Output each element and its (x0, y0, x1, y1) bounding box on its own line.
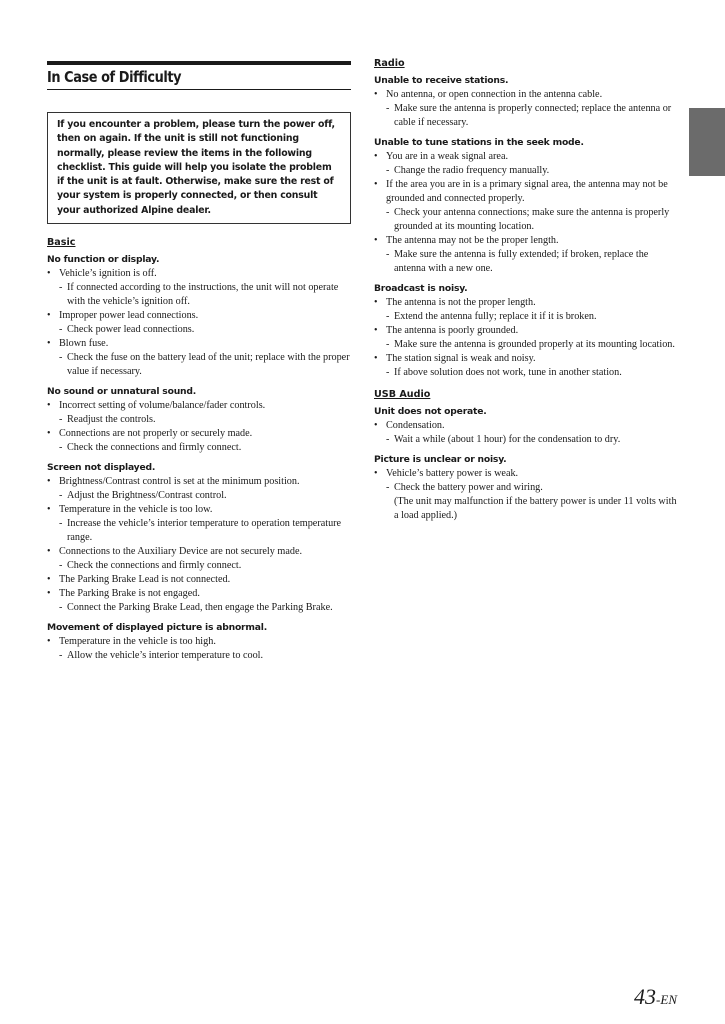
dash-icon: - (386, 103, 390, 114)
bullet-icon: • (47, 400, 51, 411)
dash-icon: - (386, 339, 390, 350)
cause-item (47, 427, 351, 441)
cause-list (374, 88, 679, 130)
dash-icon: - (59, 560, 63, 571)
title-bottom-rule (47, 89, 351, 90)
remedy-text: If connected according to the instructions, the unit will not operate with the vehicle’s ignition off. (67, 282, 339, 307)
cause-text: The antenna is not the proper length. (386, 297, 536, 308)
page-number-suffix: -EN (656, 992, 677, 1007)
remedy-item (47, 559, 351, 573)
section-heading: Basic (47, 237, 76, 248)
bullet-icon: • (47, 546, 51, 557)
cause-text: Incorrect setting of volume/balance/fader controls. (59, 400, 266, 411)
remedy-item (47, 413, 351, 427)
cause-text: Improper power lead connections. (59, 310, 199, 321)
left-column (47, 236, 351, 663)
bullet-icon: • (47, 310, 51, 321)
notice-text: If you encounter a problem, please turn the power off, then on again. If the unit is still not functioning normally, please review the items in the following checklist. This guide will help you isolate the problem if the unit is at fault. Otherwise, make sure the rest of your system is properly connected, or then consult your authorized Alpine dealer. (57, 119, 335, 216)
remedy-text: Adjust the Brightness/Contrast control. (67, 490, 227, 501)
cause-list (47, 475, 351, 615)
cause-item (47, 337, 351, 351)
cause-list (47, 267, 351, 379)
cause-text: Blown fuse. (59, 338, 109, 349)
cause-text: The antenna may not be the proper length. (386, 235, 559, 246)
bullet-icon: • (47, 504, 51, 515)
right-column (374, 57, 679, 523)
cause-list (374, 150, 679, 276)
dash-icon: - (386, 367, 390, 378)
remedy-text: Make sure the antenna is properly connected; replace the antenna or cable if necessary. (394, 103, 672, 128)
cause-list (47, 635, 351, 663)
remedy-note: (The unit may malfunction if the battery power is under 11 volts with a load applied.) (394, 496, 677, 521)
remedy-item (47, 281, 351, 309)
problem-title: Screen not displayed. (47, 462, 156, 473)
cause-item (47, 545, 351, 559)
cause-item (374, 178, 679, 206)
remedy-text: Check the battery power and wiring. (394, 482, 543, 493)
page-number (634, 985, 677, 1012)
cause-item (47, 267, 351, 281)
notice-box (47, 112, 351, 224)
bullet-icon: • (47, 268, 51, 279)
cause-text: The Parking Brake is not engaged. (59, 588, 200, 599)
cause-item (374, 234, 679, 248)
remedy-text: Make sure the antenna is fully extended; if broken, replace the antenna with a new one. (394, 249, 649, 274)
bullet-icon: • (374, 179, 378, 190)
dash-icon: - (59, 518, 63, 529)
dash-icon: - (59, 414, 63, 425)
bullet-icon: • (47, 338, 51, 349)
problem-title: Movement of displayed picture is abnormal. (47, 622, 268, 633)
bullet-icon: • (374, 420, 378, 431)
remedy-text: Check the connections and firmly connect. (67, 442, 242, 453)
remedy-item (374, 206, 679, 234)
bullet-icon: • (374, 353, 378, 364)
bullet-icon: • (374, 151, 378, 162)
problem-title: Unable to receive stations. (374, 75, 509, 86)
bullet-icon: • (47, 588, 51, 599)
cause-item (47, 635, 351, 649)
cause-item (374, 419, 679, 433)
cause-list (374, 419, 679, 447)
remedy-item (47, 517, 351, 545)
dash-icon: - (59, 650, 63, 661)
section-gap (374, 380, 679, 388)
remedy-text: Check the connections and firmly connect. (67, 560, 242, 571)
remedy-text: Extend the antenna fully; replace it if it is broken. (394, 311, 597, 322)
dash-icon: - (59, 282, 63, 293)
remedy-item (47, 323, 351, 337)
cause-text: Condensation. (386, 420, 445, 431)
remedy-item (374, 338, 679, 352)
cause-text: The Parking Brake Lead is not connected. (59, 574, 231, 585)
cause-list (47, 399, 351, 455)
cause-item (47, 503, 351, 517)
dash-icon: - (386, 249, 390, 260)
remedy-item (47, 489, 351, 503)
remedy-text: If above solution does not work, tune in another station. (394, 367, 622, 378)
cause-item (374, 324, 679, 338)
cause-item (374, 352, 679, 366)
remedy-item (47, 649, 351, 663)
cause-text: The station signal is weak and noisy. (386, 353, 536, 364)
bullet-icon: • (47, 476, 51, 487)
side-tab (689, 108, 725, 176)
remedy-item (47, 601, 351, 615)
dash-icon: - (59, 352, 63, 363)
cause-text: Temperature in the vehicle is too low. (59, 504, 213, 515)
remedy-item (374, 102, 679, 130)
cause-text: Temperature in the vehicle is too high. (59, 636, 216, 647)
remedy-text: Check the fuse on the battery lead of the unit; replace with the proper value if necessary. (67, 352, 350, 377)
dash-icon: - (59, 324, 63, 335)
bullet-icon: • (374, 89, 378, 100)
problem-title: Unable to tune stations in the seek mode. (374, 137, 584, 148)
problem-title: Broadcast is noisy. (374, 283, 468, 294)
remedy-item (47, 441, 351, 455)
remedy-text: Connect the Parking Brake Lead, then engage the Parking Brake. (67, 602, 333, 613)
section-heading: Radio (374, 58, 405, 69)
dash-icon: - (386, 207, 390, 218)
remedy-text: Check your antenna connections; make sure the antenna is properly grounded at its mounting location. (394, 207, 670, 232)
dash-icon: - (386, 311, 390, 322)
bullet-icon: • (47, 428, 51, 439)
remedy-item (374, 481, 679, 495)
cause-text: You are in a weak signal area. (386, 151, 509, 162)
bullet-icon: • (374, 325, 378, 336)
cause-list (374, 467, 679, 523)
dash-icon: - (386, 482, 390, 493)
cause-item (47, 475, 351, 489)
cause-text: Vehicle’s battery power is weak. (386, 468, 519, 479)
cause-item (374, 150, 679, 164)
remedy-text: Check power lead connections. (67, 324, 195, 335)
problem-title: Picture is unclear or noisy. (374, 454, 507, 465)
remedy-item (374, 366, 679, 380)
cause-text: Brightness/Contrast control is set at the minimum position. (59, 476, 300, 487)
dash-icon: - (59, 490, 63, 501)
page-title: In Case of Difficulty (47, 68, 182, 86)
bullet-icon: • (374, 468, 378, 479)
page-number-value: 43 (634, 984, 657, 1009)
problem-title: No sound or unnatural sound. (47, 386, 197, 397)
cause-text: Connections are not properly or securely made. (59, 428, 253, 439)
cause-text: No antenna, or open connection in the antenna cable. (386, 89, 603, 100)
dash-icon: - (59, 602, 63, 613)
remedy-item (374, 433, 679, 447)
cause-item (374, 296, 679, 310)
bullet-icon: • (47, 574, 51, 585)
cause-text: Vehicle’s ignition is off. (59, 268, 157, 279)
remedy-text: Increase the vehicle’s interior temperature to operation temperature range. (67, 518, 342, 543)
remedy-item (374, 248, 679, 276)
dash-icon: - (386, 434, 390, 445)
title-top-rule (47, 61, 351, 65)
bullet-icon: • (47, 636, 51, 647)
cause-text: If the area you are in is a primary signal area, the antenna may not be grounded and connected properly. (386, 179, 668, 204)
dash-icon: - (386, 165, 390, 176)
dash-icon: - (59, 442, 63, 453)
remedy-text: Change the radio frequency manually. (394, 165, 550, 176)
remedy-text: Allow the vehicle’s interior temperature to cool. (67, 650, 264, 661)
remedy-text: Wait a while (about 1 hour) for the condensation to dry. (394, 434, 621, 445)
remedy-item (47, 351, 351, 379)
remedy-text: Readjust the controls. (67, 414, 156, 425)
cause-text: Connections to the Auxiliary Device are not securely made. (59, 546, 303, 557)
cause-item (374, 88, 679, 102)
cause-item (47, 573, 351, 587)
cause-item (47, 587, 351, 601)
cause-item (47, 399, 351, 413)
cause-item (47, 309, 351, 323)
bullet-icon: • (374, 235, 378, 246)
cause-list (374, 296, 679, 380)
remedy-item (374, 310, 679, 324)
cause-text: The antenna is poorly grounded. (386, 325, 519, 336)
remedy-text: Make sure the antenna is grounded properly at its mounting location. (394, 339, 675, 350)
problem-title: Unit does not operate. (374, 406, 487, 417)
bullet-icon: • (374, 297, 378, 308)
remedy-item (374, 164, 679, 178)
problem-title: No function or display. (47, 254, 160, 265)
cause-item (374, 467, 679, 481)
section-heading: USB Audio (374, 389, 431, 400)
